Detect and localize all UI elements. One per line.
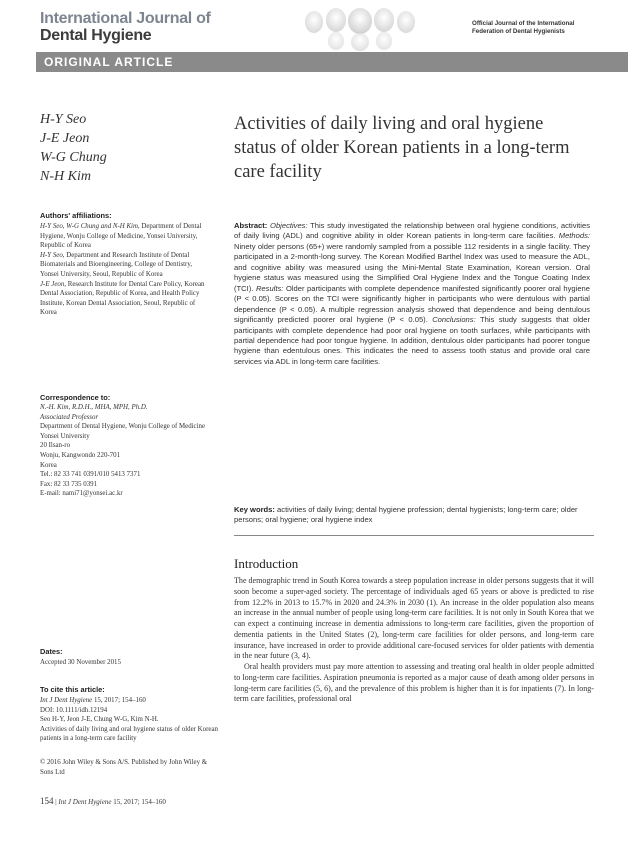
journal-logo — [40, 10, 240, 44]
abstract: Abstract: Objectives: This study investigated the relationship between oral hygiene conditions, activities of daily living (ADL) and cognitive ability in older Korean patients in long-term care facilities. Methods: Ninety older persons (65+) were randomly sampled from a possible 112 residents in a single facility. They participated in a 2-month-long survey. The Korean Modified Barthel Index was used to measure the ADL, and cognitive ability was measured using the Mini-Mental State Examination, Korean version. Oral hygiene status was measured using the Simplified Oral Hygiene Index and the Tongue Coating Index (TCI). Results: Older participants with complete dependence manifested significantly poorer oral hygiene (P < 0.05). Scores on the TCI were significantly higher in participants who were dentulous with partial dependence (P < 0.05). A multiple regression analysis showed that dependence and being dentulous significantly predicted poorer oral hygiene (P < 0.05). Conclusions: This study suggests that older participants with complete dependence had poor oral hygiene on tooth surfaces, while participants with partial dependence had poor tongue hygiene. In addition, dentulous older participants had poorer tongue hygiene than edentulous ones. This indicates the need to assess tooth status and provide oral care services via ADL in long-term care facilities. — [234, 221, 590, 366]
paragraph: Oral health providers must pay more attention to assessing and treating oral health in older people admitted to long-term care facilities. Aspiration pneumonia is reported as a major cause of death among older persons in long-term care facilities (5, 6), and the prevalence of this problem is higher than it is for inpatients (7). In long-term care facilities, professional oral — [234, 662, 594, 704]
keywords-label: Key words: — [234, 505, 275, 514]
section-bar-label: ORIGINAL ARTICLE — [44, 55, 174, 69]
journal-name-line2: Dental Hygiene — [40, 27, 152, 44]
affiliations-heading: Authors' affiliations: — [40, 211, 112, 220]
author-list — [40, 110, 107, 186]
accepted-date: Accepted 30 November 2015 — [40, 659, 121, 666]
author-name: J-E Jeon — [40, 131, 90, 146]
citation-heading: To cite this article: — [40, 685, 105, 694]
divider — [234, 535, 594, 536]
citation-text: Int J Dent Hygiene 15, 2017; 154–160 DOI: 10.1111/idh.12194 Seo H-Y, Jeon J-E, Chung W-G, Kim N-H. Activities of daily living and oral hygiene status of older Korean patients in a long-term care facility — [40, 697, 218, 743]
abstract-label: Abstract: — [234, 221, 268, 230]
doi-link[interactable]: DOI: 10.1111/idh.12194 — [40, 706, 108, 714]
correspondent-name: N.-H. Kim, R.D.H., MHA, MPH, Ph.D. — [40, 404, 148, 411]
dates-heading: Dates: — [40, 647, 63, 656]
page-number: 154 — [40, 796, 54, 806]
paragraph: The demographic trend in South Korea towards a steep population increase in older persons suggests that it will soon become a super-aged society. The percentage of individuals aged 65 years or above is predicted to rise from 12.2% in 2013 to 15.7% in 2020 and 24.3% in 2030 (1). An increase in the older population also means an increase in the annual number of people using long-term care facilities. It is not only in South Korea that we can expect a continuing increase in dementia admissions to long-term care facilities, given the proportion of dementia patients in the United States (2), long-term care facilities for older persons, and long-term care insurance, have increased in order to provide additional care-focused services for older patients with dementia in the near future (3, 4). — [234, 576, 595, 661]
fax-number: Fax: 82 33 735 0391 — [40, 480, 98, 488]
correspondence-heading: Correspondence to: — [40, 393, 111, 402]
phone-number: Tel.: 82 33 741 0391/010 5413 7371 — [40, 471, 141, 479]
correspondent-position: Associated Professor — [40, 413, 99, 421]
affiliations-text: H-Y Seo, W-G Chung and N-H Kim, Department of Dental Hygiene, Wonju College of Medicine, Yonsei University, Republic of Korea H-Y Seo, Department and Research Institute of Dental Biomaterials and Bioengineering, College of Dentistry, Yonsei University, Seoul, Republic of Korea J-E Jeon, Research Institute for Dental Care Policy, Korean Dental Association, Republic of Korea, and Health Policy Institute, Korean Dental Association, Seoul, Republic of Korea — [40, 223, 205, 317]
correspondence-text: N.-H. Kim, R.D.H., MHA, MPH, Ph.D. Associated Professor Department of Dental Hygiene, Wonju College of Medicine Yonsei University 20 Ilsan-ro Wonju, Kangwondo 220-701 Korea Tel.: 82 33 741 0391/010 5413 7371 Fax: 82 33 735 0391 E-mail: nami71@yonsei.ac.kr — [40, 403, 212, 499]
email-address[interactable]: E-mail: nami71@yonsei.ac.kr — [40, 490, 123, 498]
page-footer: 154 | Int J Dent Hygiene 15, 2017; 154–160 — [40, 796, 166, 806]
section-bar — [36, 52, 628, 72]
introduction-heading: Introduction — [234, 556, 299, 571]
footer-separator: | — [55, 798, 57, 806]
copyright-notice: © 2016 John Wiley & Sons A/S. Published by John Wiley & Sons Ltd — [40, 759, 208, 776]
journal-name-line1: International Journal of — [40, 10, 211, 27]
teeth-graphic — [300, 8, 420, 52]
keywords: Key words: activities of daily living; dental hygiene profession; dental hygienists; long-term care; older persons; oral hygiene; oral hygiene index — [234, 505, 578, 525]
article-title: Activities of daily living and oral hygiene status of older Korean patients in a long-term care facility — [234, 114, 570, 182]
official-journal-note: Official Journal of the International Federation of Dental Hygienists — [472, 20, 575, 35]
footer-journal: Int J Dent Hygiene — [58, 798, 112, 806]
introduction-body — [234, 576, 594, 705]
author-name: H-Y Seo — [40, 112, 87, 127]
author-name: N-H Kim — [40, 169, 91, 184]
author-name: W-G Chung — [40, 150, 107, 165]
